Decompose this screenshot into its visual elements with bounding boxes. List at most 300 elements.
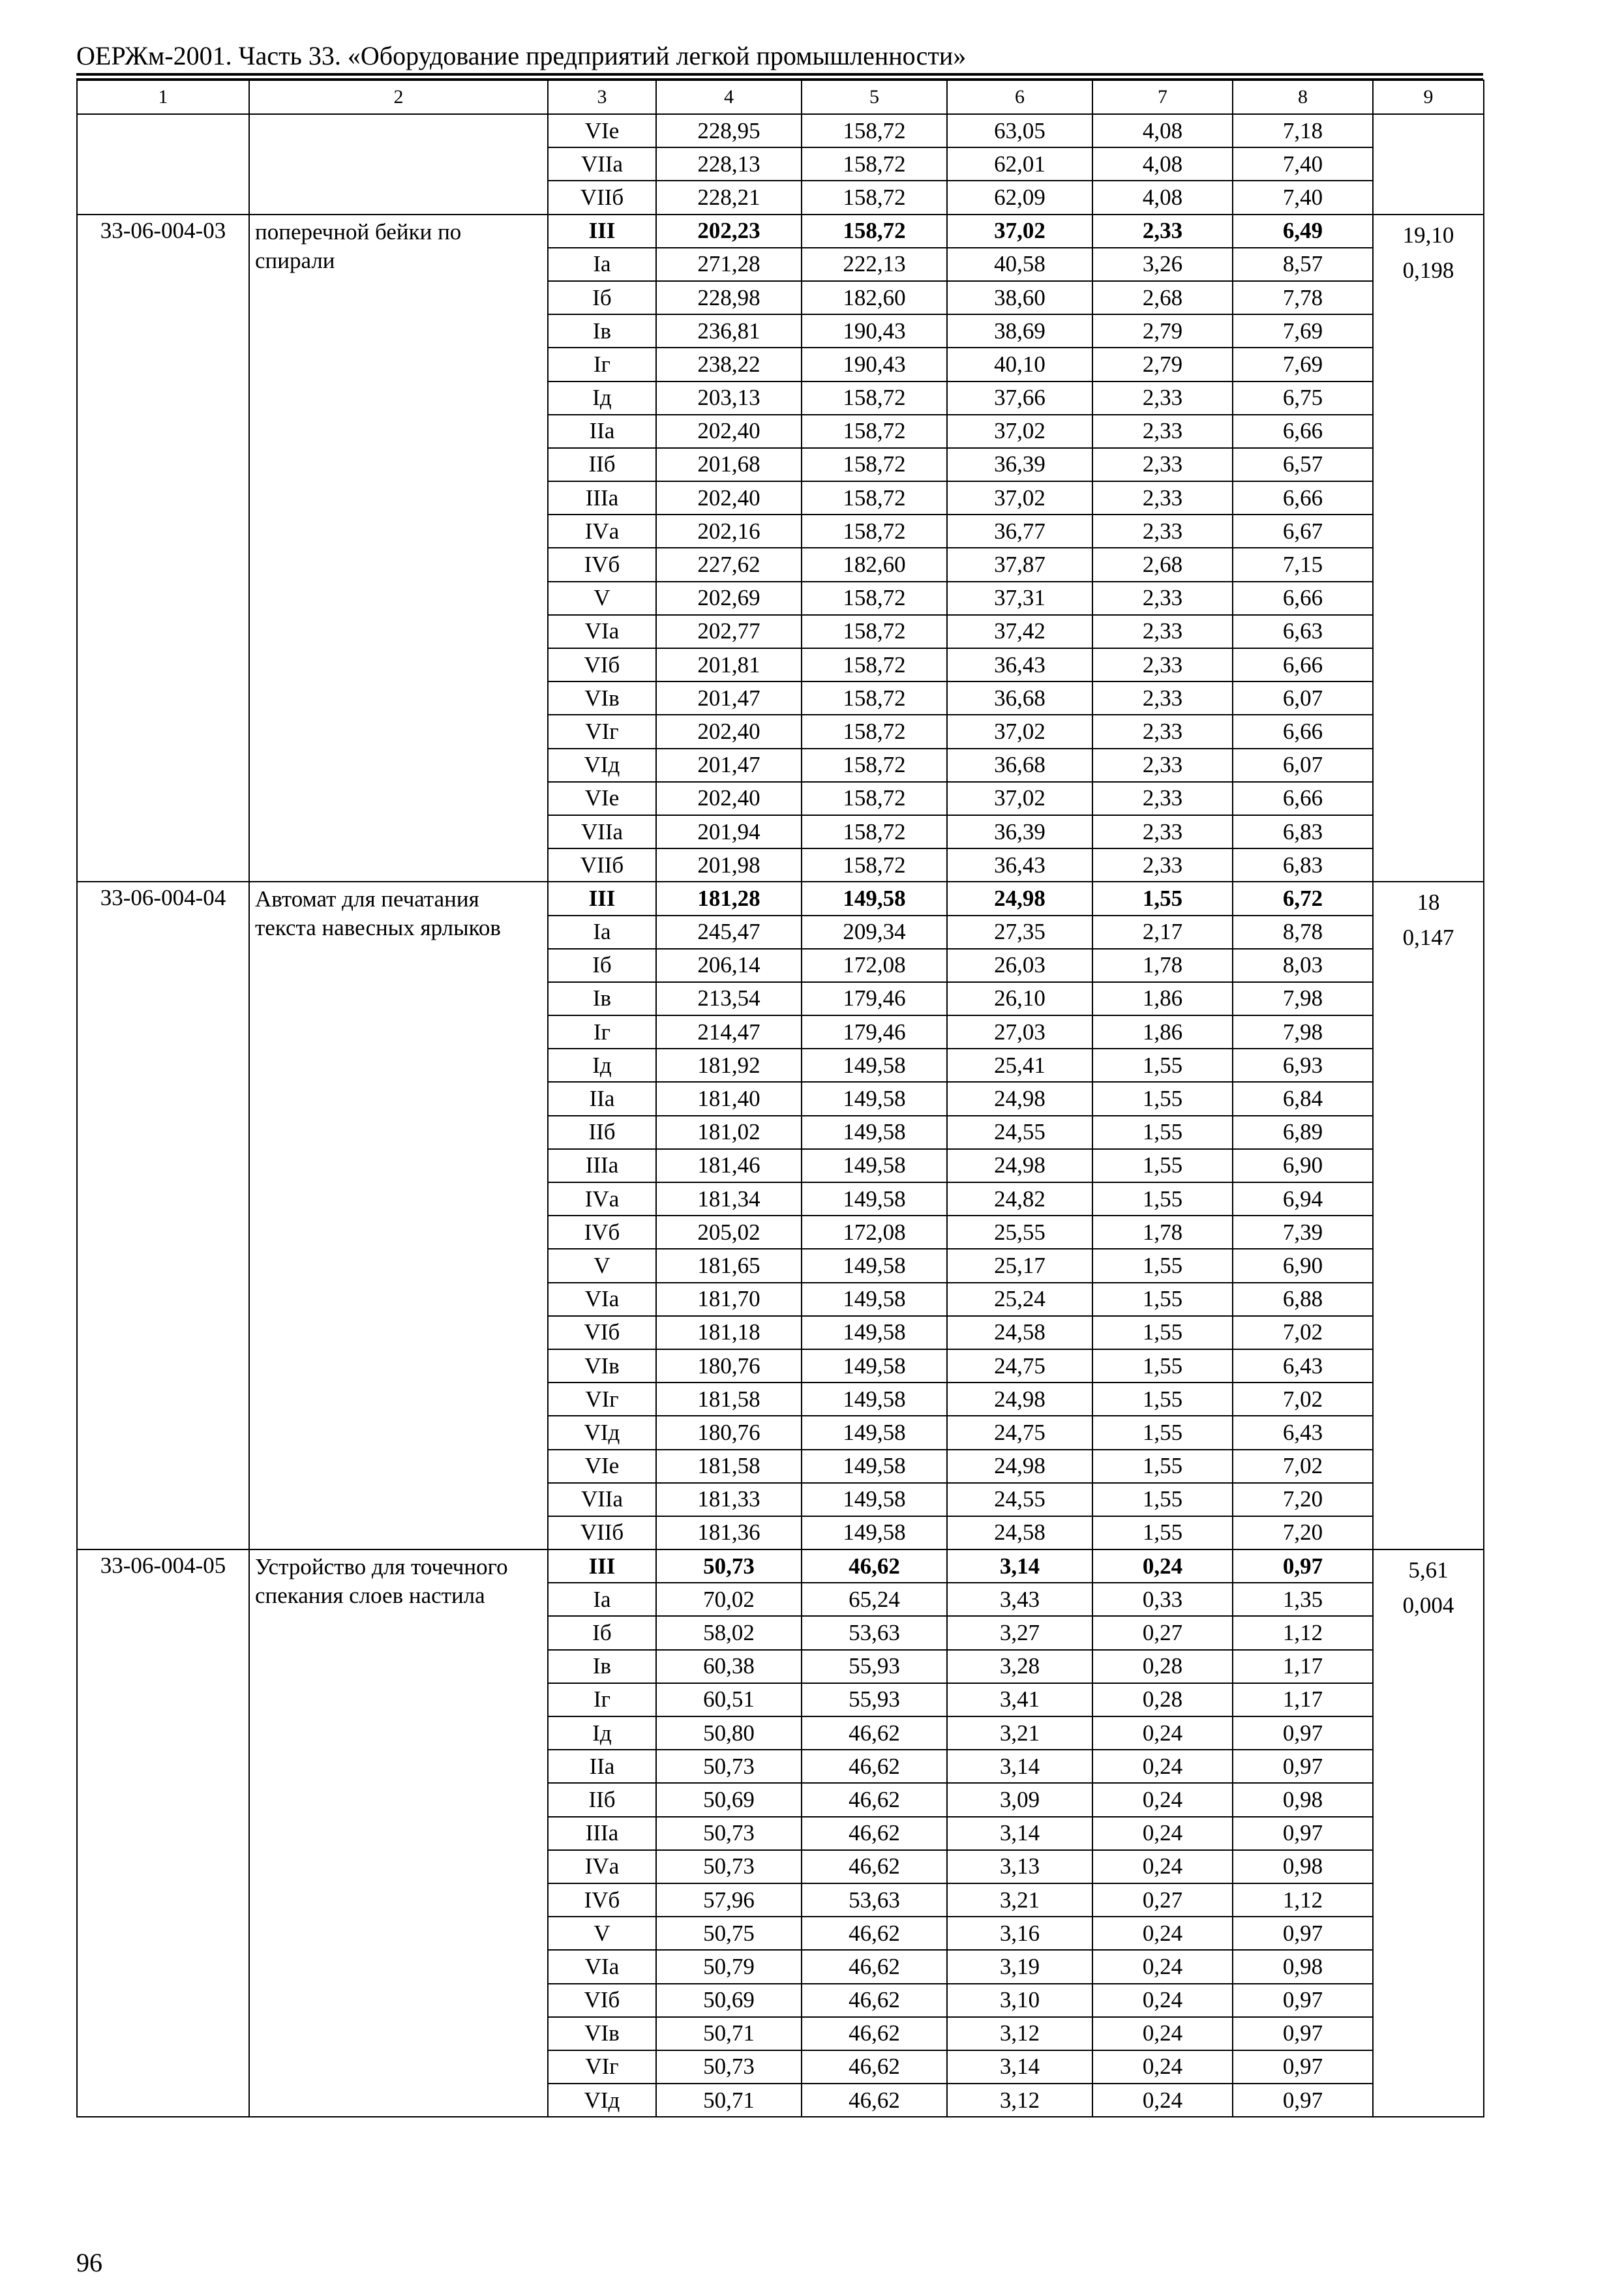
table-cell: 158,72 xyxy=(802,215,947,248)
col9-cell xyxy=(1373,215,1484,882)
table-cell: 1,55 xyxy=(1092,1516,1233,1549)
table-cell: 202,40 xyxy=(656,481,802,515)
table-cell: 180,76 xyxy=(656,1416,802,1449)
table-cell: 2,68 xyxy=(1092,281,1233,314)
table-cell: 202,69 xyxy=(656,582,802,615)
table-cell: 50,73 xyxy=(656,2050,802,2084)
table-cell: IIб xyxy=(548,1783,656,1816)
table-cell: 24,55 xyxy=(947,1116,1092,1149)
table-cell: 3,14 xyxy=(947,1750,1092,1783)
table-cell: 24,75 xyxy=(947,1349,1092,1383)
table-cell: 6,90 xyxy=(1233,1149,1373,1182)
table-cell: 2,33 xyxy=(1092,515,1233,548)
table-cell: 158,72 xyxy=(802,448,947,481)
table-cell: 201,47 xyxy=(656,681,802,715)
table-cell: 149,58 xyxy=(802,1249,947,1282)
table-cell: 227,62 xyxy=(656,548,802,581)
table-cell: 149,58 xyxy=(802,1483,947,1516)
table-cell: 182,60 xyxy=(802,281,947,314)
table-cell: 36,43 xyxy=(947,648,1092,681)
table-cell: 172,08 xyxy=(802,949,947,982)
table-cell: 158,72 xyxy=(802,715,947,748)
table-cell: 0,24 xyxy=(1092,1950,1233,1983)
table-cell: 40,58 xyxy=(947,248,1092,281)
table-cell: 1,78 xyxy=(1092,1216,1233,1249)
table-cell: 2,33 xyxy=(1092,648,1233,681)
table-cell: 46,62 xyxy=(802,1917,947,1950)
table-cell: Iв xyxy=(548,982,656,1015)
table-cell: 158,72 xyxy=(802,648,947,681)
table-cell: Iа xyxy=(548,1583,656,1616)
table-cell: 6,83 xyxy=(1233,815,1373,848)
table-cell: 149,58 xyxy=(802,1383,947,1416)
table-cell: 6,43 xyxy=(1233,1416,1373,1449)
table-cell: 46,62 xyxy=(802,1817,947,1850)
column-number: 2 xyxy=(249,80,548,114)
table-cell: 46,62 xyxy=(802,1850,947,1883)
table-cell: 37,02 xyxy=(947,782,1092,815)
table-cell: 36,68 xyxy=(947,749,1092,782)
table-cell: 0,97 xyxy=(1233,1716,1373,1750)
table-cell: 271,28 xyxy=(656,248,802,281)
table-cell: 24,82 xyxy=(947,1182,1092,1216)
table-cell: VIг xyxy=(548,1383,656,1416)
table-cell: 205,02 xyxy=(656,1216,802,1249)
table-cell: 50,71 xyxy=(656,2017,802,2050)
table-cell: 238,22 xyxy=(656,348,802,381)
table-cell: V xyxy=(548,1917,656,1950)
table-cell: IVб xyxy=(548,548,656,581)
table-cell: 2,33 xyxy=(1092,448,1233,481)
item-name: Устройство для точечного спекания слоев настила xyxy=(249,1549,548,2117)
header-rule xyxy=(76,73,1483,76)
table-cell: 1,55 xyxy=(1092,882,1233,915)
table-cell: Iг xyxy=(548,1015,656,1049)
item-name: Автомат для печатания текста навесных ярлыков xyxy=(249,882,548,1549)
table-cell: 25,41 xyxy=(947,1049,1092,1082)
table-cell: VIд xyxy=(548,1416,656,1449)
table-cell: 0,98 xyxy=(1233,1783,1373,1816)
table-cell: 36,43 xyxy=(947,848,1092,882)
table-cell: 6,49 xyxy=(1233,215,1373,248)
table-cell: VIг xyxy=(548,715,656,748)
table-cell: 228,13 xyxy=(656,147,802,181)
table-cell: 6,66 xyxy=(1233,715,1373,748)
table-cell: 0,27 xyxy=(1092,1883,1233,1917)
table-cell: 7,02 xyxy=(1233,1450,1373,1483)
table-cell: 50,69 xyxy=(656,1783,802,1816)
table-cell: 25,17 xyxy=(947,1249,1092,1282)
table-cell: 149,58 xyxy=(802,1049,947,1082)
table-cell: Iб xyxy=(548,949,656,982)
table-cell: 181,46 xyxy=(656,1149,802,1182)
table-cell: 158,72 xyxy=(802,481,947,515)
table-cell: 0,24 xyxy=(1092,1750,1233,1783)
table-cell: 24,75 xyxy=(947,1416,1092,1449)
table-cell: 0,97 xyxy=(1233,1549,1373,1583)
table-cell: 149,58 xyxy=(802,1349,947,1383)
table-cell: 37,02 xyxy=(947,215,1092,248)
table-cell: 50,75 xyxy=(656,1917,802,1950)
table-cell: 1,55 xyxy=(1092,1283,1233,1316)
table-cell: 0,97 xyxy=(1233,1984,1373,2017)
table-cell: 6,66 xyxy=(1233,648,1373,681)
column-number: 8 xyxy=(1233,80,1373,114)
table-cell: 2,33 xyxy=(1092,848,1233,882)
table-cell: 181,65 xyxy=(656,1249,802,1282)
table-cell: 6,66 xyxy=(1233,481,1373,515)
table-cell: 201,47 xyxy=(656,749,802,782)
table-cell: 36,68 xyxy=(947,681,1092,715)
column-number: 4 xyxy=(656,80,802,114)
table-cell: 6,72 xyxy=(1233,882,1373,915)
table-cell: 209,34 xyxy=(802,916,947,949)
table-cell: 3,14 xyxy=(947,2050,1092,2084)
table-cell: 46,62 xyxy=(802,1783,947,1816)
table-cell: 36,39 xyxy=(947,815,1092,848)
table-cell: 0,97 xyxy=(1233,1750,1373,1783)
table-cell: 26,10 xyxy=(947,982,1092,1015)
table-cell: 0,24 xyxy=(1092,2084,1233,2117)
table-cell: III xyxy=(548,882,656,915)
table-cell: 58,02 xyxy=(656,1616,802,1649)
table-cell: 149,58 xyxy=(802,1182,947,1216)
table-cell: VIе xyxy=(548,782,656,815)
table-cell: 50,69 xyxy=(656,1984,802,2017)
item-code xyxy=(77,114,249,215)
table-cell: 46,62 xyxy=(802,1716,947,1750)
table-cell: 24,98 xyxy=(947,882,1092,915)
table-cell: 3,12 xyxy=(947,2017,1092,2050)
table-cell: 228,95 xyxy=(656,114,802,147)
table-cell: 1,55 xyxy=(1092,1450,1233,1483)
table-cell: 0,97 xyxy=(1233,2017,1373,2050)
table-cell: 182,60 xyxy=(802,548,947,581)
table-cell: 24,98 xyxy=(947,1082,1092,1115)
table-cell: 236,81 xyxy=(656,314,802,348)
table-cell: Iа xyxy=(548,248,656,281)
table-cell: 7,18 xyxy=(1233,114,1373,147)
table-cell: 158,72 xyxy=(802,114,947,147)
table-cell: VIд xyxy=(548,749,656,782)
table-cell: VIг xyxy=(548,2050,656,2084)
table-cell: 65,24 xyxy=(802,1583,947,1616)
table-cell: IIа xyxy=(548,1750,656,1783)
table-cell: VIб xyxy=(548,1984,656,2017)
table-cell: VIа xyxy=(548,1950,656,1983)
table-cell: 3,41 xyxy=(947,1683,1092,1716)
table-cell: 149,58 xyxy=(802,1516,947,1549)
table-cell: 1,55 xyxy=(1092,1049,1233,1082)
table-cell: 37,66 xyxy=(947,382,1092,415)
column-number: 6 xyxy=(947,80,1092,114)
table-cell: 0,33 xyxy=(1092,1583,1233,1616)
table-cell: 6,57 xyxy=(1233,448,1373,481)
table-cell: 2,33 xyxy=(1092,582,1233,615)
table-cell: 181,58 xyxy=(656,1383,802,1416)
table-cell: 40,10 xyxy=(947,348,1092,381)
table-cell: 50,80 xyxy=(656,1716,802,1750)
table-cell: VIа xyxy=(548,615,656,648)
table-cell: 158,72 xyxy=(802,147,947,181)
table-cell: 1,55 xyxy=(1092,1349,1233,1383)
table-cell: VIб xyxy=(548,1316,656,1349)
table-cell: 8,78 xyxy=(1233,916,1373,949)
table-cell: 1,35 xyxy=(1233,1583,1373,1616)
table-cell: 3,21 xyxy=(947,1716,1092,1750)
table-cell: 0,24 xyxy=(1092,1716,1233,1750)
table-cell: 190,43 xyxy=(802,314,947,348)
table-cell: 179,46 xyxy=(802,982,947,1015)
table-cell: 4,08 xyxy=(1092,147,1233,181)
table-cell: 181,58 xyxy=(656,1450,802,1483)
table-cell: Iд xyxy=(548,1716,656,1750)
table-cell: 1,12 xyxy=(1233,1883,1373,1917)
table-cell: 24,98 xyxy=(947,1149,1092,1182)
table-cell: 3,10 xyxy=(947,1984,1092,2017)
column-number: 1 xyxy=(77,80,249,114)
table-cell: 60,51 xyxy=(656,1683,802,1716)
table-cell: 158,72 xyxy=(802,582,947,615)
table-cell: 149,58 xyxy=(802,1450,947,1483)
table-cell: 7,20 xyxy=(1233,1483,1373,1516)
table-cell: 0,97 xyxy=(1233,1917,1373,1950)
table-cell: 36,39 xyxy=(947,448,1092,481)
table-cell: 46,62 xyxy=(802,1984,947,2017)
table-cell: V xyxy=(548,582,656,615)
table-cell: VIв xyxy=(548,681,656,715)
table-cell: 6,63 xyxy=(1233,615,1373,648)
table-cell: 180,76 xyxy=(656,1349,802,1383)
table-cell: 149,58 xyxy=(802,1416,947,1449)
table-cell: 222,13 xyxy=(802,248,947,281)
table-cell: 201,98 xyxy=(656,848,802,882)
table-cell: 6,07 xyxy=(1233,749,1373,782)
table-cell: 1,55 xyxy=(1092,1416,1233,1449)
table-cell: 181,33 xyxy=(656,1483,802,1516)
table-cell: 2,79 xyxy=(1092,314,1233,348)
table-cell: 7,02 xyxy=(1233,1316,1373,1349)
table-cell: 7,02 xyxy=(1233,1383,1373,1416)
table-cell: 1,55 xyxy=(1092,1116,1233,1149)
table-cell: 3,14 xyxy=(947,1817,1092,1850)
table-cell: 27,03 xyxy=(947,1015,1092,1049)
table-cell: 0,24 xyxy=(1092,1917,1233,1950)
table-cell: 202,77 xyxy=(656,615,802,648)
table-cell: IIа xyxy=(548,1082,656,1115)
table-cell: 26,03 xyxy=(947,949,1092,982)
table-cell: 202,16 xyxy=(656,515,802,548)
table-cell: 181,36 xyxy=(656,1516,802,1549)
table-cell: 3,27 xyxy=(947,1616,1092,1649)
table-cell: 158,72 xyxy=(802,681,947,715)
table-cell: VIд xyxy=(548,2084,656,2117)
table-cell: 6,89 xyxy=(1233,1116,1373,1149)
table-cell: 50,73 xyxy=(656,1850,802,1883)
table-cell: 228,21 xyxy=(656,181,802,214)
table-cell: IVа xyxy=(548,1182,656,1216)
table-cell: IIа xyxy=(548,415,656,448)
table-cell: 7,98 xyxy=(1233,1015,1373,1049)
table-cell: 158,72 xyxy=(802,181,947,214)
table-cell: 190,43 xyxy=(802,348,947,381)
table-cell: 7,20 xyxy=(1233,1516,1373,1549)
table-cell: 0,24 xyxy=(1092,1817,1233,1850)
table-cell: 158,72 xyxy=(802,615,947,648)
table-cell: 60,38 xyxy=(656,1650,802,1683)
table-cell: 24,98 xyxy=(947,1383,1092,1416)
table-cell: 46,62 xyxy=(802,1950,947,1983)
table-cell: 2,33 xyxy=(1092,782,1233,815)
table-cell: 0,98 xyxy=(1233,1950,1373,1983)
table-cell: IVа xyxy=(548,515,656,548)
table-cell: 245,47 xyxy=(656,916,802,949)
table-cell: III xyxy=(548,1549,656,1583)
table-cell: 7,69 xyxy=(1233,314,1373,348)
table-row-main xyxy=(77,1549,1484,1583)
table-cell: 38,69 xyxy=(947,314,1092,348)
table-cell: 2,33 xyxy=(1092,749,1233,782)
table-cell: 62,09 xyxy=(947,181,1092,214)
table-cell: 0,98 xyxy=(1233,1850,1373,1883)
table-cell: 37,02 xyxy=(947,715,1092,748)
table-cell: 37,42 xyxy=(947,615,1092,648)
table-cell: VIб xyxy=(548,648,656,681)
table-cell: 6,66 xyxy=(1233,582,1373,615)
column-number: 9 xyxy=(1373,80,1484,114)
table-cell: VIIа xyxy=(548,1483,656,1516)
table-cell: 1,55 xyxy=(1092,1149,1233,1182)
table-cell: 46,62 xyxy=(802,2084,947,2117)
table-cell: 149,58 xyxy=(802,1149,947,1182)
table-cell: 50,79 xyxy=(656,1950,802,1983)
table-cell: 3,13 xyxy=(947,1850,1092,1883)
table-cell: 6,88 xyxy=(1233,1283,1373,1316)
table-cell: 0,24 xyxy=(1092,1783,1233,1816)
table-cell: 0,97 xyxy=(1233,2084,1373,2117)
table-cell: 7,15 xyxy=(1233,548,1373,581)
table-cell: 1,86 xyxy=(1092,982,1233,1015)
table-cell: 6,75 xyxy=(1233,382,1373,415)
table-cell: 213,54 xyxy=(656,982,802,1015)
page-header: ОЕРЖм-2001. Часть 33. «Оборудование предприятий легкой промышленности» xyxy=(76,41,967,70)
table-cell: 4,08 xyxy=(1092,181,1233,214)
column-number-row xyxy=(77,80,1484,114)
table-cell: 7,98 xyxy=(1233,982,1373,1015)
table-cell: 149,58 xyxy=(802,1082,947,1115)
page-number: 96 xyxy=(76,2248,102,2277)
table-cell: 3,21 xyxy=(947,1883,1092,1917)
table-cell: 53,63 xyxy=(802,1883,947,1917)
table-cell: 2,33 xyxy=(1092,715,1233,748)
column-number: 7 xyxy=(1092,80,1233,114)
table-cell: VIIб xyxy=(548,181,656,214)
table-cell: 181,02 xyxy=(656,1116,802,1149)
table-cell: 2,33 xyxy=(1092,815,1233,848)
table-cell: 181,18 xyxy=(656,1316,802,1349)
col9-value: 19,10 xyxy=(1402,222,1454,248)
table-cell: 57,96 xyxy=(656,1883,802,1917)
table-cell: 2,33 xyxy=(1092,615,1233,648)
table-cell: VIIб xyxy=(548,1516,656,1549)
table-cell: 0,97 xyxy=(1233,1817,1373,1850)
table-cell: 228,98 xyxy=(656,281,802,314)
table-cell: Iв xyxy=(548,1650,656,1683)
table-cell: 27,35 xyxy=(947,916,1092,949)
table-cell: 2,33 xyxy=(1092,415,1233,448)
table-cell: 7,39 xyxy=(1233,1216,1373,1249)
table-cell: 7,40 xyxy=(1233,147,1373,181)
table-cell: 2,33 xyxy=(1092,215,1233,248)
table-cell: 149,58 xyxy=(802,1316,947,1349)
table-cell: 181,70 xyxy=(656,1283,802,1316)
table-cell: 6,66 xyxy=(1233,415,1373,448)
table-cell: 6,07 xyxy=(1233,681,1373,715)
table-cell: 7,69 xyxy=(1233,348,1373,381)
table-cell: 202,40 xyxy=(656,782,802,815)
column-number: 5 xyxy=(802,80,947,114)
col9-cell xyxy=(1373,114,1484,215)
table-cell: 37,02 xyxy=(947,415,1092,448)
table-cell: 8,03 xyxy=(1233,949,1373,982)
table-cell: 202,23 xyxy=(656,215,802,248)
table-cell: 6,43 xyxy=(1233,1349,1373,1383)
table-cell: 70,02 xyxy=(656,1583,802,1616)
table-cell: 7,78 xyxy=(1233,281,1373,314)
table-cell: 2,33 xyxy=(1092,681,1233,715)
table-cell: 0,27 xyxy=(1092,1616,1233,1649)
item-name xyxy=(249,114,548,215)
table-cell: VIа xyxy=(548,1283,656,1316)
table-cell: Iг xyxy=(548,348,656,381)
table-cell: 0,24 xyxy=(1092,2017,1233,2050)
table-cell: 46,62 xyxy=(802,2017,947,2050)
col9-cell xyxy=(1373,882,1484,1549)
table-cell: 24,58 xyxy=(947,1316,1092,1349)
table-cell: 2,68 xyxy=(1092,548,1233,581)
table-cell: VIв xyxy=(548,2017,656,2050)
table-cell: 1,55 xyxy=(1092,1316,1233,1349)
table-cell: 37,87 xyxy=(947,548,1092,581)
table-cell: 2,33 xyxy=(1092,382,1233,415)
table-cell: 50,73 xyxy=(656,1750,802,1783)
table-cell: 62,01 xyxy=(947,147,1092,181)
table-cell: 158,72 xyxy=(802,815,947,848)
table-cell: VIIб xyxy=(548,848,656,882)
table-cell: 1,55 xyxy=(1092,1249,1233,1282)
rates-table xyxy=(76,80,1484,2117)
table-cell: 0,97 xyxy=(1233,2050,1373,2084)
table-cell: VIIа xyxy=(548,815,656,848)
col9-value: 0,147 xyxy=(1402,925,1454,951)
table-cell: 1,55 xyxy=(1092,1483,1233,1516)
table-cell: 201,68 xyxy=(656,448,802,481)
table-cell: 24,98 xyxy=(947,1450,1092,1483)
table-cell: 1,55 xyxy=(1092,1383,1233,1416)
table-cell: 202,40 xyxy=(656,415,802,448)
table-cell: 181,92 xyxy=(656,1049,802,1082)
table-cell: 46,62 xyxy=(802,1750,947,1783)
table-cell: 201,81 xyxy=(656,648,802,681)
item-code: 33-06-004-05 xyxy=(77,1549,249,2117)
table-cell: 149,58 xyxy=(802,1116,947,1149)
table-cell: 24,55 xyxy=(947,1483,1092,1516)
table-cell: 158,72 xyxy=(802,848,947,882)
table-cell: V xyxy=(548,1249,656,1282)
table-cell: 3,26 xyxy=(1092,248,1233,281)
table-cell: 50,73 xyxy=(656,1817,802,1850)
table-cell: 0,28 xyxy=(1092,1650,1233,1683)
